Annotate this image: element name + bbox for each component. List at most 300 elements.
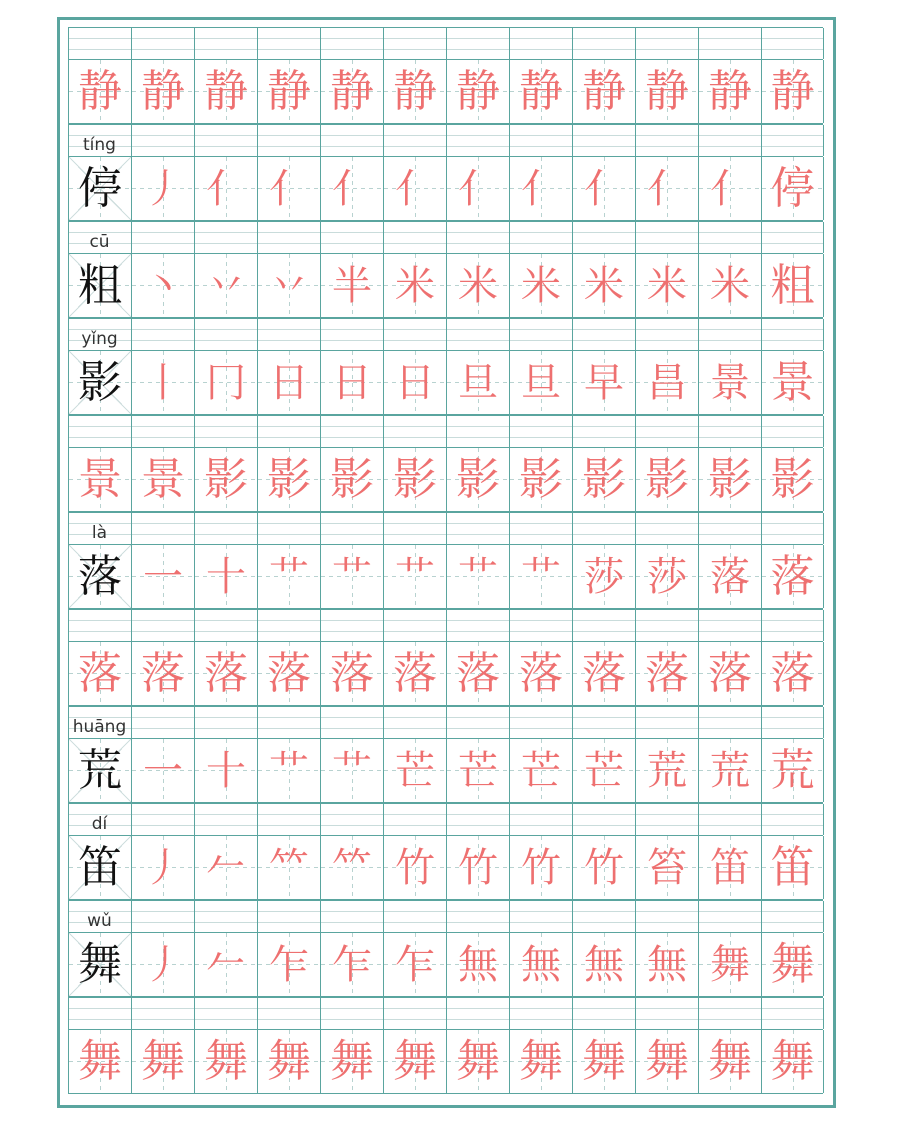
stroke-order-character: 落 bbox=[708, 647, 752, 699]
stroke-order-character: 日 bbox=[395, 359, 435, 406]
pinyin-label: dí bbox=[91, 814, 108, 834]
stroke-order-character: 竹 bbox=[458, 844, 498, 891]
tracing-cell bbox=[320, 448, 383, 511]
tracing-cell bbox=[446, 448, 509, 511]
tracing-cell bbox=[257, 642, 320, 705]
stroke-order-character: 影 bbox=[204, 453, 248, 505]
practice-row bbox=[68, 318, 823, 415]
tracing-cell bbox=[635, 157, 698, 220]
tracing-cell bbox=[320, 933, 383, 996]
character-cells bbox=[68, 738, 823, 803]
pinyin-label: tíng bbox=[83, 135, 116, 155]
pinyin-band bbox=[68, 318, 823, 350]
practice-row bbox=[68, 124, 823, 221]
tracing-cell bbox=[761, 60, 824, 123]
stroke-order-character: 丿 bbox=[143, 941, 183, 988]
stroke-order-character: 舞 bbox=[393, 1035, 437, 1087]
tracing-cell bbox=[509, 545, 572, 608]
tracing-cell bbox=[257, 933, 320, 996]
tracing-cell bbox=[320, 836, 383, 899]
model-character-cell bbox=[68, 254, 131, 317]
tracing-cell bbox=[572, 1030, 635, 1093]
tracing-cell bbox=[572, 836, 635, 899]
stroke-order-character: 無 bbox=[521, 941, 561, 988]
stroke-order-character: 乍 bbox=[395, 941, 435, 988]
pinyin-band bbox=[68, 221, 823, 253]
tracing-cell bbox=[68, 1030, 131, 1093]
model-character-cell bbox=[68, 933, 131, 996]
stroke-order-character: 静 bbox=[708, 65, 752, 117]
stroke-order-character: 艹 bbox=[269, 553, 309, 600]
tracing-cell bbox=[635, 642, 698, 705]
tracing-cell bbox=[761, 1030, 824, 1093]
tracing-cell bbox=[572, 642, 635, 705]
tracing-cell bbox=[572, 60, 635, 123]
stroke-order-character: 静 bbox=[330, 65, 374, 117]
pinyin-band bbox=[68, 609, 823, 641]
stroke-order-character: 無 bbox=[584, 941, 624, 988]
stroke-order-character: 竹 bbox=[395, 844, 435, 891]
stroke-order-character: 一 bbox=[143, 747, 183, 794]
stroke-order-character: 笛 bbox=[710, 844, 750, 891]
model-character-cell bbox=[68, 351, 131, 414]
tracing-cell bbox=[761, 448, 824, 511]
tracing-cell bbox=[131, 739, 194, 802]
tracing-cell bbox=[383, 351, 446, 414]
tracing-cell bbox=[320, 351, 383, 414]
tracing-cell bbox=[509, 739, 572, 802]
tracing-cell bbox=[572, 545, 635, 608]
model-character-cell bbox=[68, 836, 131, 899]
stroke-order-character: 艹 bbox=[332, 553, 372, 600]
stroke-order-character: 𥫗 bbox=[269, 844, 309, 891]
tracing-cell bbox=[761, 157, 824, 220]
tracing-cell bbox=[509, 157, 572, 220]
tracing-cell bbox=[761, 642, 824, 705]
tracing-cell bbox=[698, 739, 761, 802]
stroke-order-character: 艹 bbox=[395, 553, 435, 600]
tracing-cell bbox=[446, 351, 509, 414]
stroke-order-character: 早 bbox=[584, 359, 624, 406]
stroke-order-character: 落 bbox=[78, 647, 122, 699]
stroke-order-character: 昌 bbox=[647, 359, 687, 406]
tracing-cell bbox=[131, 60, 194, 123]
stroke-order-character: 芒 bbox=[458, 747, 498, 794]
tracing-cell bbox=[194, 254, 257, 317]
model-character-cell bbox=[68, 739, 131, 802]
pinyin-label: yǐng bbox=[81, 329, 118, 349]
stroke-order-character: 停 bbox=[770, 162, 815, 214]
tracing-cell bbox=[257, 1030, 320, 1093]
stroke-order-character: 落 bbox=[204, 647, 248, 699]
character-cells bbox=[68, 835, 823, 900]
tracing-cell bbox=[257, 448, 320, 511]
tracing-cell bbox=[509, 1030, 572, 1093]
stroke-order-character: 芒 bbox=[584, 747, 624, 794]
stroke-order-character: 粗 bbox=[770, 259, 815, 311]
tracing-cell bbox=[635, 448, 698, 511]
model-character-cell bbox=[68, 157, 131, 220]
stroke-order-character: 丨 bbox=[143, 359, 183, 406]
tracing-cell bbox=[698, 448, 761, 511]
pinyin-band bbox=[68, 124, 823, 156]
tracing-cell bbox=[194, 933, 257, 996]
tracing-cell bbox=[509, 933, 572, 996]
stroke-order-character: 落 bbox=[141, 647, 185, 699]
stroke-order-character: 舞 bbox=[708, 1035, 752, 1087]
stroke-order-character: 静 bbox=[519, 65, 563, 117]
tracing-cell bbox=[131, 836, 194, 899]
tracing-cell bbox=[383, 933, 446, 996]
tracing-cell bbox=[320, 60, 383, 123]
stroke-order-character: 莎 bbox=[584, 553, 624, 600]
tracing-cell bbox=[698, 157, 761, 220]
pinyin-band bbox=[68, 27, 823, 59]
stroke-order-character: 亻 bbox=[647, 165, 687, 212]
tracing-cell bbox=[257, 254, 320, 317]
tracing-cell bbox=[320, 545, 383, 608]
tracing-cell bbox=[320, 1030, 383, 1093]
practice-row bbox=[68, 706, 823, 803]
stroke-order-character: 影 bbox=[456, 453, 500, 505]
tracing-cell bbox=[194, 1030, 257, 1093]
stroke-order-character: 落 bbox=[393, 647, 437, 699]
stroke-order-character: 米 bbox=[647, 262, 687, 309]
pinyin-band bbox=[68, 997, 823, 1029]
stroke-order-character: 亻 bbox=[206, 165, 246, 212]
stroke-order-character: 𥫗 bbox=[332, 844, 372, 891]
tracing-cell bbox=[509, 448, 572, 511]
model-character: 粗 bbox=[78, 259, 122, 311]
tracing-cell bbox=[194, 351, 257, 414]
pinyin-band bbox=[68, 415, 823, 447]
stroke-order-character: 半 bbox=[332, 262, 372, 309]
stroke-order-character: 舞 bbox=[330, 1035, 374, 1087]
tracing-cell bbox=[131, 642, 194, 705]
stroke-order-character: 影 bbox=[267, 453, 311, 505]
stroke-order-character: 影 bbox=[393, 453, 437, 505]
model-character: 笛 bbox=[78, 841, 122, 893]
tracing-cell bbox=[383, 448, 446, 511]
tracing-cell bbox=[761, 739, 824, 802]
stroke-order-character: 十 bbox=[206, 747, 246, 794]
tracing-cell bbox=[446, 933, 509, 996]
tracing-cell bbox=[383, 1030, 446, 1093]
stroke-order-character: 影 bbox=[519, 453, 563, 505]
stroke-order-character: 亻 bbox=[395, 165, 435, 212]
stroke-order-character: 無 bbox=[458, 941, 498, 988]
stroke-order-character: 影 bbox=[330, 453, 374, 505]
stroke-order-character: 亻 bbox=[521, 165, 561, 212]
tracing-cell bbox=[635, 1030, 698, 1093]
tracing-cell bbox=[698, 254, 761, 317]
tracing-cell bbox=[257, 545, 320, 608]
pinyin-label: huāng bbox=[72, 717, 127, 737]
stroke-order-character: 笛 bbox=[770, 841, 815, 893]
stroke-order-character: 落 bbox=[267, 647, 311, 699]
pinyin-band bbox=[68, 512, 823, 544]
tracing-cell bbox=[572, 448, 635, 511]
tracing-cell bbox=[131, 933, 194, 996]
stroke-order-character: 丿 bbox=[143, 165, 183, 212]
tracing-cell bbox=[635, 933, 698, 996]
tracing-cell bbox=[320, 157, 383, 220]
stroke-order-character: 舞 bbox=[456, 1035, 500, 1087]
stroke-order-character: 冂 bbox=[206, 359, 246, 406]
tracing-cell bbox=[131, 545, 194, 608]
tracing-cell bbox=[131, 351, 194, 414]
tracing-cell bbox=[635, 351, 698, 414]
tracing-cell bbox=[509, 60, 572, 123]
tracing-cell bbox=[446, 642, 509, 705]
pinyin-band bbox=[68, 706, 823, 738]
stroke-order-character: 影 bbox=[708, 453, 752, 505]
stroke-order-character: 十 bbox=[206, 553, 246, 600]
stroke-order-character: 竹 bbox=[521, 844, 561, 891]
tracing-cell bbox=[131, 448, 194, 511]
stroke-order-character: 米 bbox=[395, 262, 435, 309]
stroke-order-character: 日 bbox=[332, 359, 372, 406]
stroke-order-character: 艹 bbox=[521, 553, 561, 600]
stroke-order-character: 米 bbox=[584, 262, 624, 309]
stroke-order-character: 丶 bbox=[143, 262, 183, 309]
stroke-order-character: 丷 bbox=[269, 262, 309, 309]
stroke-order-character: 落 bbox=[456, 647, 500, 699]
tracing-cell bbox=[761, 351, 824, 414]
stroke-order-character: 落 bbox=[519, 647, 563, 699]
tracing-cell bbox=[698, 933, 761, 996]
tracing-cell bbox=[698, 60, 761, 123]
character-cells bbox=[68, 932, 823, 997]
stroke-order-character: 影 bbox=[582, 453, 626, 505]
stroke-order-character: 丿 bbox=[143, 844, 183, 891]
writing-worksheet bbox=[57, 17, 836, 1108]
stroke-order-character: 景 bbox=[710, 359, 750, 406]
stroke-order-character: 亻 bbox=[584, 165, 624, 212]
tracing-cell bbox=[383, 836, 446, 899]
stroke-order-character: 乍 bbox=[332, 941, 372, 988]
tracing-cell bbox=[194, 60, 257, 123]
stroke-order-character: 静 bbox=[456, 65, 500, 117]
pinyin-label: là bbox=[91, 523, 108, 543]
tracing-cell bbox=[383, 545, 446, 608]
tracing-cell bbox=[320, 739, 383, 802]
tracing-cell bbox=[194, 739, 257, 802]
stroke-order-character: 落 bbox=[770, 550, 815, 602]
tracing-cell bbox=[257, 351, 320, 414]
stroke-order-character: 芒 bbox=[395, 747, 435, 794]
character-cells bbox=[68, 350, 823, 415]
tracing-cell bbox=[572, 933, 635, 996]
stroke-order-character: 舞 bbox=[141, 1035, 185, 1087]
tracing-cell bbox=[446, 254, 509, 317]
tracing-cell bbox=[509, 254, 572, 317]
practice-row bbox=[68, 415, 823, 512]
tracing-cell bbox=[446, 836, 509, 899]
stroke-order-character: 乍 bbox=[269, 941, 309, 988]
stroke-order-character: 亻 bbox=[332, 165, 372, 212]
stroke-order-character: 影 bbox=[770, 453, 815, 505]
stroke-order-character: 艹 bbox=[269, 747, 309, 794]
practice-row bbox=[68, 900, 823, 997]
tracing-cell bbox=[383, 254, 446, 317]
tracing-cell bbox=[572, 739, 635, 802]
stroke-order-character: 荒 bbox=[770, 744, 815, 796]
model-character-cell bbox=[68, 545, 131, 608]
pinyin-band bbox=[68, 803, 823, 835]
tracing-cell bbox=[131, 157, 194, 220]
worksheet-rows bbox=[68, 27, 823, 1094]
pinyin-label: wǔ bbox=[87, 911, 112, 931]
stroke-order-character: 舞 bbox=[267, 1035, 311, 1087]
tracing-cell bbox=[68, 60, 131, 123]
practice-row bbox=[68, 803, 823, 900]
tracing-cell bbox=[194, 448, 257, 511]
stroke-order-character: 旦 bbox=[521, 359, 561, 406]
stroke-order-character: 景 bbox=[770, 356, 815, 408]
tracing-cell bbox=[635, 545, 698, 608]
practice-row bbox=[68, 997, 823, 1094]
tracing-cell bbox=[698, 642, 761, 705]
tracing-cell bbox=[194, 642, 257, 705]
tracing-cell bbox=[68, 642, 131, 705]
stroke-order-character: 米 bbox=[458, 262, 498, 309]
stroke-order-character: 落 bbox=[330, 647, 374, 699]
tracing-cell bbox=[320, 642, 383, 705]
tracing-cell bbox=[194, 545, 257, 608]
tracing-cell bbox=[635, 739, 698, 802]
stroke-order-character: 莎 bbox=[647, 553, 687, 600]
tracing-cell bbox=[698, 351, 761, 414]
character-cells bbox=[68, 59, 823, 124]
stroke-order-character: 静 bbox=[645, 65, 689, 117]
stroke-order-character: 荒 bbox=[710, 747, 750, 794]
tracing-cell bbox=[635, 60, 698, 123]
tracing-cell bbox=[761, 836, 824, 899]
stroke-order-character: 米 bbox=[521, 262, 561, 309]
tracing-cell bbox=[635, 836, 698, 899]
tracing-cell bbox=[383, 157, 446, 220]
stroke-order-character: 静 bbox=[267, 65, 311, 117]
model-character: 荒 bbox=[78, 744, 122, 796]
practice-row bbox=[68, 221, 823, 318]
stroke-order-character: 落 bbox=[770, 647, 815, 699]
stroke-order-character: 無 bbox=[647, 941, 687, 988]
stroke-order-character: 一 bbox=[143, 553, 183, 600]
tracing-cell bbox=[194, 157, 257, 220]
practice-row bbox=[68, 609, 823, 706]
tracing-cell bbox=[509, 642, 572, 705]
tracing-cell bbox=[131, 254, 194, 317]
character-cells bbox=[68, 447, 823, 512]
stroke-order-character: 景 bbox=[141, 453, 185, 505]
stroke-order-character: 舞 bbox=[519, 1035, 563, 1087]
pinyin-label: cū bbox=[89, 232, 110, 252]
stroke-order-character: 𠂉 bbox=[206, 941, 246, 988]
tracing-cell bbox=[257, 60, 320, 123]
tracing-cell bbox=[131, 1030, 194, 1093]
stroke-order-character: 笞 bbox=[647, 844, 687, 891]
tracing-cell bbox=[698, 836, 761, 899]
stroke-order-character: 静 bbox=[582, 65, 626, 117]
stroke-order-character: 舞 bbox=[204, 1035, 248, 1087]
tracing-cell bbox=[572, 254, 635, 317]
character-cells bbox=[68, 156, 823, 221]
character-cells bbox=[68, 641, 823, 706]
stroke-order-character: 落 bbox=[645, 647, 689, 699]
stroke-order-character: 舞 bbox=[710, 941, 750, 988]
stroke-order-character: 艹 bbox=[332, 747, 372, 794]
stroke-order-character: 静 bbox=[141, 65, 185, 117]
stroke-order-character: 舞 bbox=[770, 1035, 815, 1087]
tracing-cell bbox=[68, 448, 131, 511]
stroke-order-character: 舞 bbox=[770, 938, 815, 990]
character-cells bbox=[68, 1029, 823, 1094]
stroke-order-character: 亻 bbox=[710, 165, 750, 212]
tracing-cell bbox=[446, 739, 509, 802]
stroke-order-character: 丷 bbox=[206, 262, 246, 309]
stroke-order-character: 日 bbox=[269, 359, 309, 406]
stroke-order-character: 𠂉 bbox=[206, 844, 246, 891]
tracing-cell bbox=[446, 157, 509, 220]
stroke-order-character: 舞 bbox=[645, 1035, 689, 1087]
tracing-cell bbox=[257, 739, 320, 802]
tracing-cell bbox=[635, 254, 698, 317]
tracing-cell bbox=[320, 254, 383, 317]
stroke-order-character: 旦 bbox=[458, 359, 498, 406]
model-character: 舞 bbox=[78, 938, 122, 990]
stroke-order-character: 静 bbox=[770, 65, 815, 117]
model-character: 停 bbox=[78, 162, 122, 214]
tracing-cell bbox=[572, 157, 635, 220]
tracing-cell bbox=[446, 1030, 509, 1093]
stroke-order-character: 米 bbox=[710, 262, 750, 309]
stroke-order-character: 艹 bbox=[458, 553, 498, 600]
tracing-cell bbox=[383, 642, 446, 705]
stroke-order-character: 影 bbox=[645, 453, 689, 505]
pinyin-band bbox=[68, 900, 823, 932]
tracing-cell bbox=[698, 1030, 761, 1093]
tracing-cell bbox=[572, 351, 635, 414]
stroke-order-character: 景 bbox=[78, 453, 122, 505]
practice-row bbox=[68, 512, 823, 609]
model-character: 影 bbox=[78, 356, 122, 408]
stroke-order-character: 舞 bbox=[78, 1035, 122, 1087]
practice-row bbox=[68, 27, 823, 124]
stroke-order-character: 亻 bbox=[458, 165, 498, 212]
stroke-order-character: 荒 bbox=[647, 747, 687, 794]
character-cells bbox=[68, 544, 823, 609]
tracing-cell bbox=[698, 545, 761, 608]
stroke-order-character: 舞 bbox=[582, 1035, 626, 1087]
tracing-cell bbox=[761, 933, 824, 996]
tracing-cell bbox=[509, 351, 572, 414]
tracing-cell bbox=[257, 836, 320, 899]
stroke-order-character: 芒 bbox=[521, 747, 561, 794]
tracing-cell bbox=[761, 545, 824, 608]
stroke-order-character: 亻 bbox=[269, 165, 309, 212]
tracing-cell bbox=[194, 836, 257, 899]
tracing-cell bbox=[509, 836, 572, 899]
tracing-cell bbox=[383, 60, 446, 123]
stroke-order-character: 落 bbox=[710, 553, 750, 600]
tracing-cell bbox=[383, 739, 446, 802]
stroke-order-character: 静 bbox=[204, 65, 248, 117]
stroke-order-character: 落 bbox=[582, 647, 626, 699]
character-cells bbox=[68, 253, 823, 318]
stroke-order-character: 竹 bbox=[584, 844, 624, 891]
tracing-cell bbox=[761, 254, 824, 317]
